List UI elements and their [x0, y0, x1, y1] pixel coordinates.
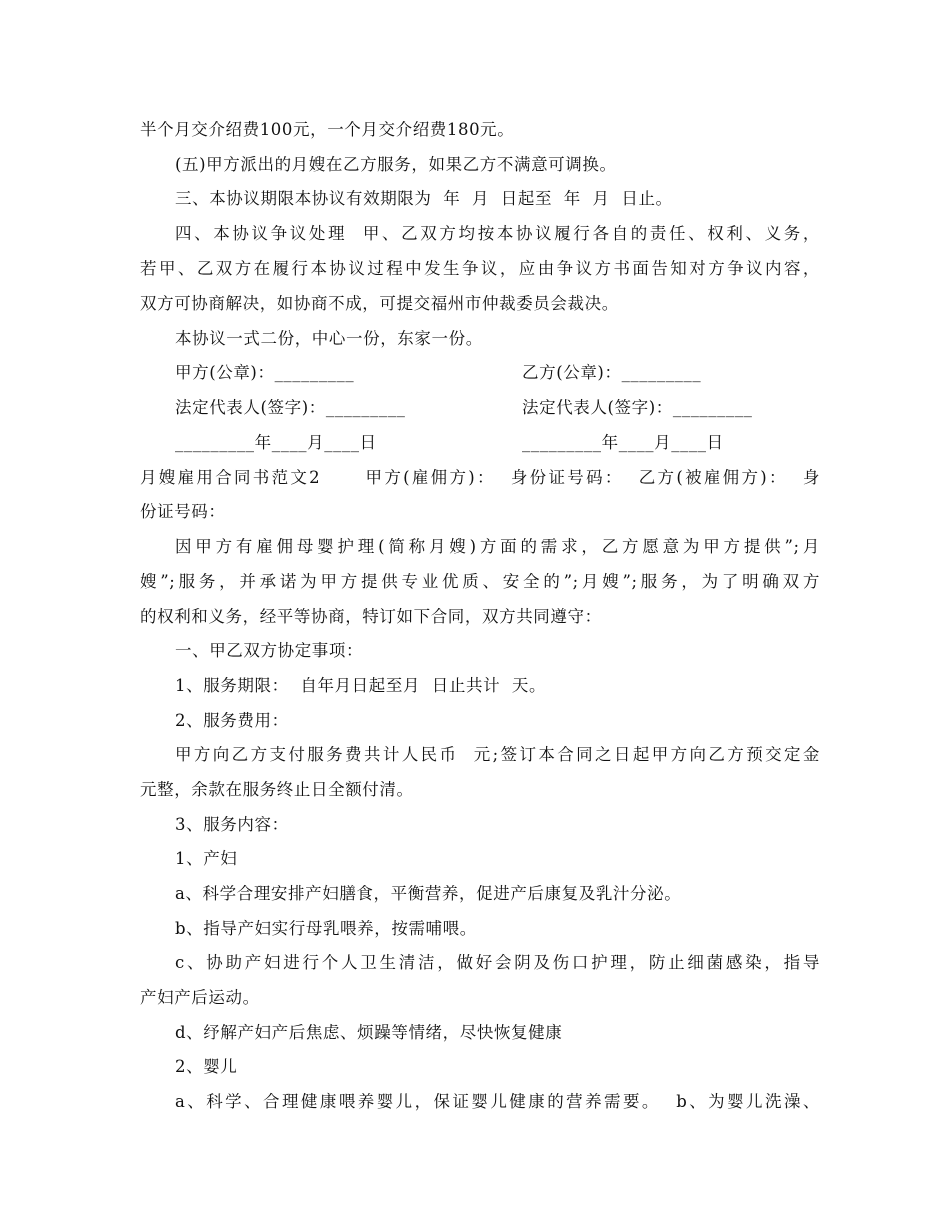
party-b-date: _________年____月____日	[522, 433, 724, 452]
text-line: 本协议一式二份，中心一份，东家一份。	[175, 329, 483, 348]
text-line: 一、甲乙双方协定事项：	[175, 641, 364, 660]
text-line: 四、本协议争议处理 甲、乙双方均按本协议履行各自的责任、权利、义务，	[175, 224, 820, 243]
text-line: 1、服务期限： 自年月日起至月 日止共计 天。	[175, 676, 547, 695]
text-line: b、指导产妇实行母乳喂养，按需哺喂。	[175, 919, 477, 938]
text-line: 因甲方有雇佣母婴护理(简称月嫂)方面的需求，乙方愿意为甲方提供”;月	[175, 537, 820, 556]
text-line: (五)甲方派出的月嫂在乙方服务，如果乙方不满意可调换。	[175, 155, 617, 174]
text-line: a、科学、合理健康喂养婴儿，保证婴儿健康的营养需要。 b、为婴儿洗澡、	[175, 1092, 820, 1111]
text-line: 月嫂雇用合同书范文2 甲方(雇佣方)： 身份证号码： 乙方(被雇佣方)： 身	[140, 468, 820, 487]
party-b-seal: 乙方(公章)：_________	[522, 363, 702, 382]
text-line: 2、婴儿	[175, 1057, 238, 1076]
text-line: 的权利和义务，经平等协商，特订如下合同，双方共同遵守：	[140, 607, 602, 626]
text-line: 产妇产后运动。	[140, 988, 260, 1007]
text-line: c、协助产妇进行个人卫生清洁，做好会阴及伤口护理，防止细菌感染，指导	[175, 953, 820, 972]
text-line: 嫂”;服务，并承诺为甲方提供专业优质、安全的”;月嫂”;服务，为了明确双方	[140, 572, 820, 591]
text-line: 双方可协商解决，如协商不成，可提交福州市仲裁委员会裁决。	[140, 294, 619, 313]
text-line: 甲方向乙方支付服务费共计人民币 元;签订本合同之日起甲方向乙方预交定金	[175, 745, 820, 764]
text-line: 三、本协议期限本协议有效期限为 年 月 日起至 年 月 日止。	[175, 189, 673, 208]
text-line: 3、服务内容：	[175, 815, 289, 834]
text-line: d、纾解产妇产后焦虑、烦躁等情绪，尽快恢复健康	[175, 1023, 563, 1042]
party-a-date: _________年____月____日	[175, 433, 377, 452]
party-b-representative: 法定代表人(签字)：_________	[522, 398, 753, 417]
text-line: 2、服务费用：	[175, 711, 289, 730]
text-line: 份证号码：	[140, 502, 226, 521]
text-line: 若甲、乙双方在履行本协议过程中发生争议，应由争议方书面告知对方争议内容，	[140, 259, 820, 278]
party-a-representative: 法定代表人(签字)：_________	[175, 398, 406, 417]
text-line: 1、产妇	[175, 849, 238, 868]
text-line: a、科学合理安排产妇膳食，平衡营养，促进产后康复及乳汁分泌。	[175, 884, 682, 903]
party-a-seal: 甲方(公章)：_________	[175, 363, 355, 382]
text-line: 半个月交介绍费100元，一个月交介绍费180元。	[140, 120, 515, 139]
text-line: 元整，余款在服务终止日全额付清。	[140, 780, 414, 799]
